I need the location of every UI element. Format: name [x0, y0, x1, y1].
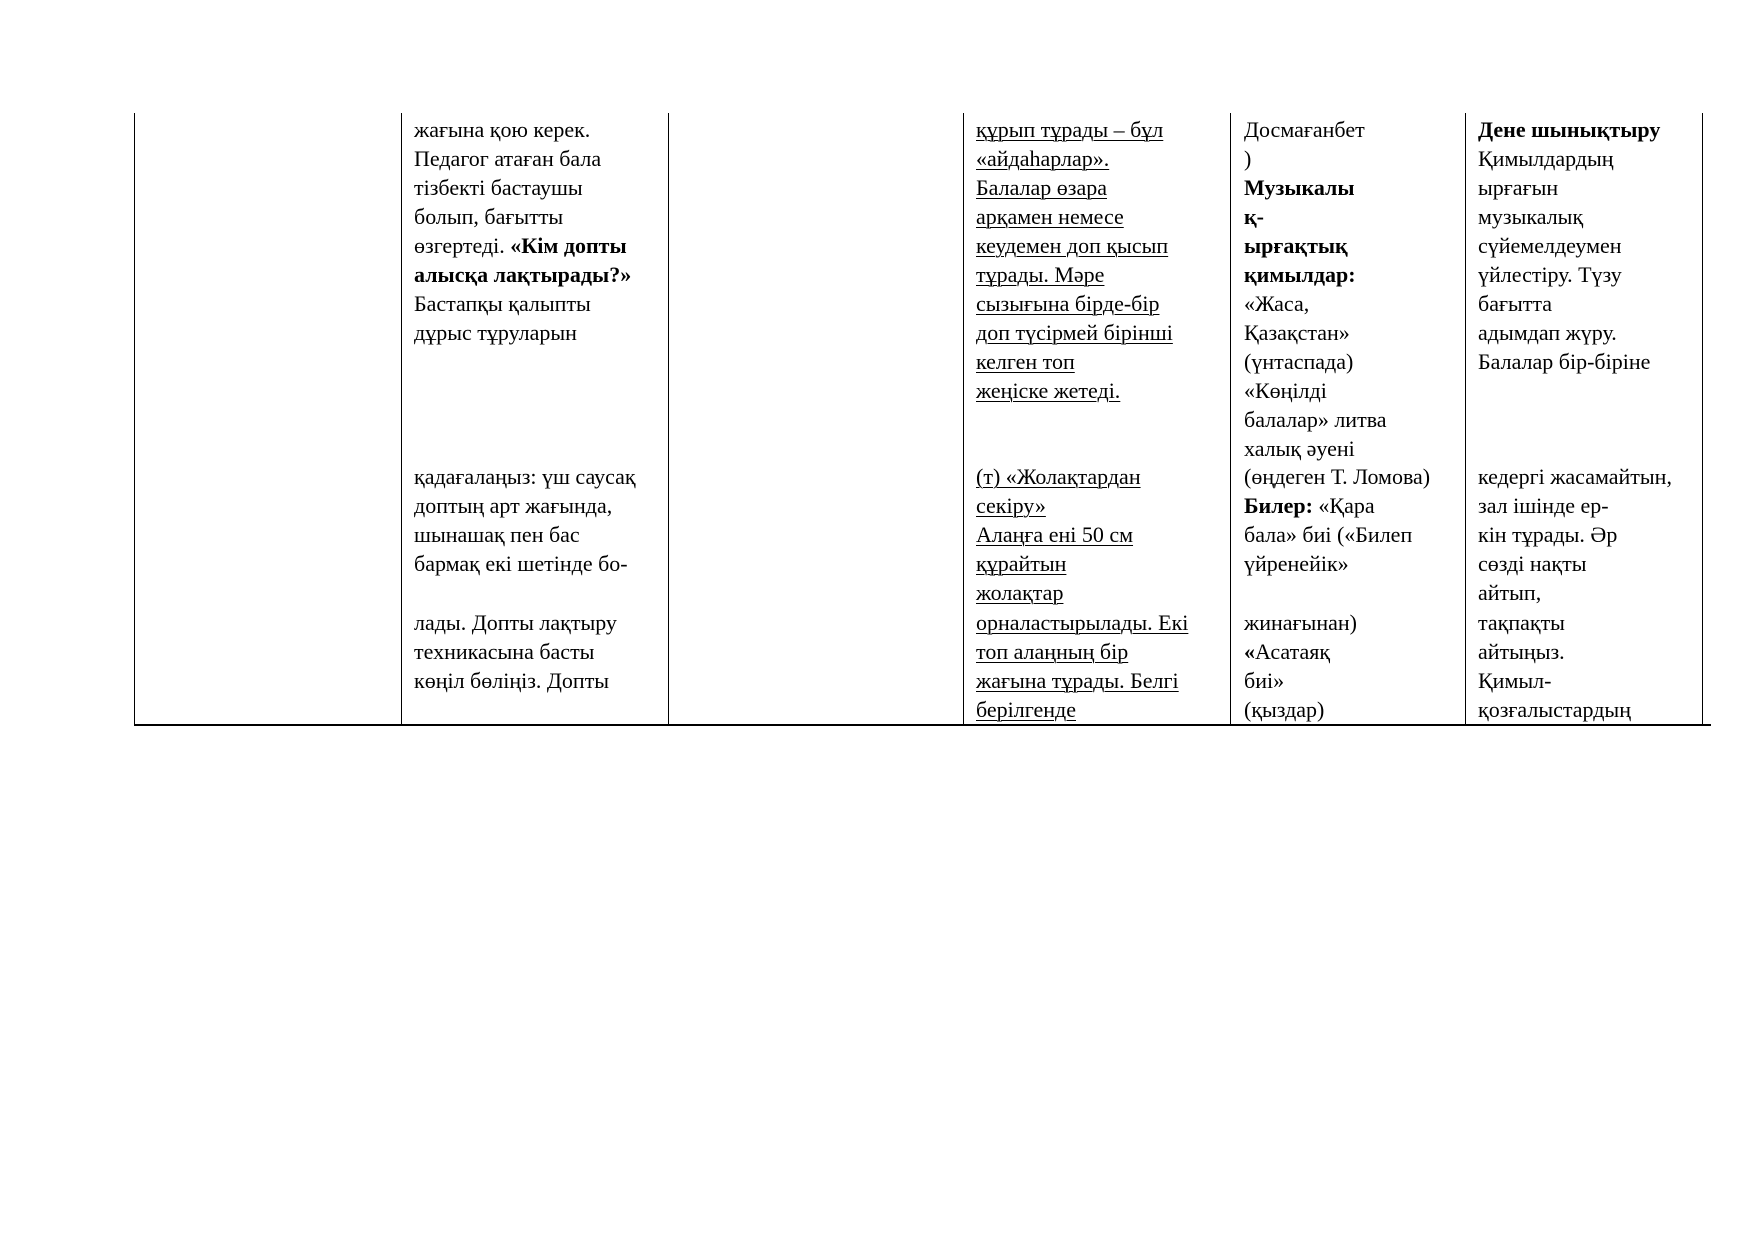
- cell-text-line: сүйемелдеумен: [1478, 233, 1622, 258]
- cell-text-line: жинағынан): [1244, 610, 1357, 635]
- table-column-divider: [1230, 113, 1231, 725]
- cell-text-line: құрып тұрады – бұл: [976, 117, 1164, 142]
- cell-text-line: қадағалаңыз: үш саусақ: [414, 464, 636, 489]
- cell-text-line: Қимыл-: [1478, 668, 1552, 693]
- cell-text-line: топ алаңның бір: [976, 639, 1129, 664]
- table-border-right: [1702, 113, 1703, 725]
- section-heading-bold: ырғақтық: [1244, 233, 1348, 258]
- table-border-left: [134, 113, 135, 725]
- cell-text-line: үйлестіру. Түзу: [1478, 262, 1622, 287]
- cell-text-line: айтып,: [1478, 580, 1542, 605]
- cell-text-line: доп түсірмей бірінші: [976, 320, 1173, 345]
- cell-text-line: бармақ екі шетінде бо-: [414, 551, 628, 576]
- cell-text-line: Алаңға ені 50 см: [976, 522, 1134, 547]
- table-column-divider: [1465, 113, 1466, 725]
- table-column-divider: [668, 113, 669, 725]
- cell-text-line: «Жаса,: [1244, 291, 1310, 316]
- cell-text: «Қара: [1312, 493, 1375, 518]
- table-column-divider: [401, 113, 402, 725]
- cell-text-line: доптың арт жағында,: [414, 493, 613, 518]
- cell-text-line: зал ішінде ер-: [1478, 493, 1609, 518]
- table-border-bottom: [134, 724, 1711, 726]
- game-title-bold: алысқа лақтырады?»: [414, 262, 632, 287]
- cell-text-line: тізбекті бастаушы: [414, 175, 583, 200]
- cell-text-line: сөзді нақты: [1478, 551, 1587, 576]
- cell-text-line: жолақтар: [976, 580, 1064, 605]
- section-heading-bold: Дене шынықтыру: [1478, 117, 1661, 142]
- cell-text-line: жағына қою керек.: [414, 117, 591, 142]
- cell-text-line: Балалар өзара: [976, 175, 1107, 200]
- cell-text-line: Досмағанбет: [1244, 117, 1365, 142]
- cell-text-line: Бастапқы қалыпты: [414, 291, 591, 316]
- cell-text-line: жеңіске жетеді.: [976, 378, 1121, 403]
- section-heading-bold: Билер:: [1244, 493, 1313, 518]
- cell-text-line: Қазақстан»: [1244, 320, 1350, 345]
- cell-text-line: Педагог атаған бала: [414, 146, 602, 171]
- cell-text-line: айтыңыз.: [1478, 639, 1565, 664]
- cell-text-line: [414, 231, 627, 260]
- cell-text-line: [1244, 491, 1375, 520]
- cell-text-line: қозғалыстардың: [1478, 697, 1631, 722]
- cell-text-line: тақпақты: [1478, 610, 1565, 635]
- cell-text-line: «айдаһарлар».: [976, 146, 1110, 171]
- cell-text-line: кедергі жасамайтын,: [1478, 464, 1672, 489]
- cell-text-line: көңіл бөліңіз. Допты: [414, 668, 610, 693]
- cell-text-line: құрайтын: [976, 551, 1067, 576]
- cell-text-line: үйренейік»: [1244, 551, 1349, 576]
- section-heading-bold: Музыкалы: [1244, 175, 1355, 200]
- section-heading-bold: қимылдар:: [1244, 262, 1356, 287]
- cell-text-line: техникасына басты: [414, 639, 595, 664]
- cell-text-line: кін тұрады. Әр: [1478, 522, 1618, 547]
- cell-text-line: жағына тұрады. Белгі: [976, 668, 1179, 693]
- cell-text-line: келген топ: [976, 349, 1075, 374]
- cell-text-line: бала» биі («Билеп: [1244, 522, 1413, 547]
- game-title-bold: «Кім допты: [510, 233, 627, 258]
- cell-text: өзгертеді.: [414, 233, 511, 258]
- cell-text-line: Балалар бір-біріне: [1478, 349, 1651, 374]
- cell-text-line: (өңдеген Т. Ломова): [1244, 464, 1431, 489]
- cell-text-line: сызығына бірде-бір: [976, 291, 1160, 316]
- cell-text-line: шынашақ пен бас: [414, 522, 580, 547]
- cell-text: Асатаяқ: [1255, 639, 1331, 664]
- section-heading-bold: қ-: [1244, 204, 1265, 229]
- cell-text-line: (үнтаспада): [1244, 349, 1354, 374]
- cell-text-line: дұрыс тұруларын: [414, 320, 577, 345]
- cell-text-line: кеудемен доп қысып: [976, 233, 1169, 258]
- cell-text-line: берілгенде: [976, 697, 1076, 722]
- cell-text-line: лады. Допты лақтыру: [414, 610, 617, 635]
- cell-text-line: ырғағын: [1478, 175, 1559, 200]
- cell-text-line: (қыздар): [1244, 697, 1325, 722]
- cell-text-line: ): [1244, 146, 1252, 171]
- cell-text-line: «Көңілді: [1244, 378, 1327, 403]
- quote-mark-bold: «: [1244, 639, 1255, 664]
- cell-text-line: Қимылдардың: [1478, 146, 1614, 171]
- cell-text-line: [1244, 637, 1330, 666]
- cell-text-line: балалар» литва: [1244, 407, 1387, 432]
- cell-text-line: арқамен немесе: [976, 204, 1124, 229]
- cell-text-line: тұрады. Мәре: [976, 262, 1105, 287]
- cell-text-line: адымдап жүру.: [1478, 320, 1617, 345]
- cell-text-line: орналастырылады. Екі: [976, 610, 1189, 635]
- cell-text-line: бағытта: [1478, 291, 1553, 316]
- cell-text-line: секіру»: [976, 493, 1046, 518]
- cell-text-line: халық әуені: [1244, 436, 1355, 461]
- cell-text-line: болып, бағытты: [414, 204, 564, 229]
- cell-text-line: биі»: [1244, 668, 1285, 693]
- cell-text-line: музыкалық: [1478, 204, 1584, 229]
- table-column-divider: [963, 113, 964, 725]
- cell-text-line: (т) «Жолақтардан: [976, 464, 1141, 489]
